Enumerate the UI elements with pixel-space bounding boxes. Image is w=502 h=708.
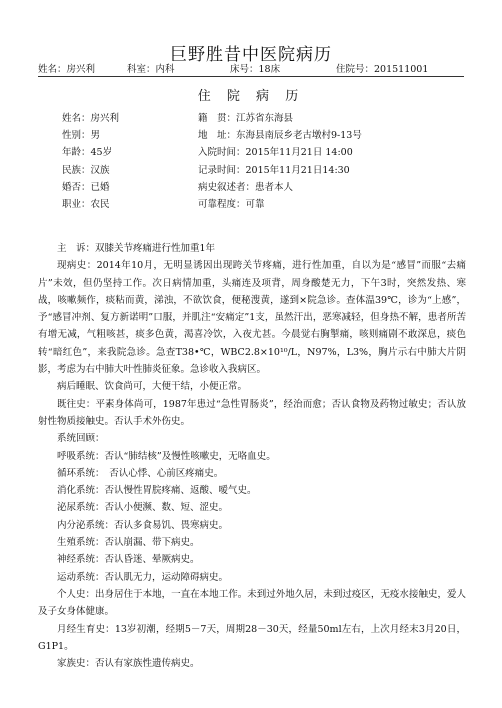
chief-complaint: 主 诉：双膝关节疼痛进行性加重1年 [57, 243, 216, 254]
demo-narrator: 病史叙述者：患者本人 [198, 181, 294, 193]
urinary-system: 泌尿系统：否认小便濒、数、短、涩史。 [57, 502, 229, 514]
present-illness: 现病史：2014年10月，无明显诱因出现跨关节疼痛，进行性加重，自以为是“感冒”而服“去痛片”未效，但仍坚持工作。次日病情加重，头痛连及项背，周身酸楚无力，下午3时，突然发热、寒战，咳嗽频作，痰粘而黄，涕浊，不欲饮食，便秘溲黄，遂到×院急诊。查体温39℃，诊为“上感”，予“感冒冲剂、复方新诺明”口服，并肌注“安痛定”1支，虽然汗出，恶寒减轻，但身热不解，患者所苦有增无减，气粗咳甚，痰多色黄，渴喜冷饮，入夜尤甚。今晨觉右胸掣痛，咳则痛剧不敢深息，痰色转“暗红色”，来我院急诊。急查T38•℃，WBC2.8×10¹⁰/L，N97%，L3%，胸片示右中肺大片阴影，考虑为右中肺大叶性肺炎征象。急诊收入我病区。 [38, 260, 466, 376]
demo-name: 姓名：房兴利 [62, 113, 120, 124]
endocrine-system: 内分泌系统：否认多食易饥、畏寒病史。 [57, 519, 229, 531]
demo-native-place: 籍 贯：江苏省东海县 [198, 113, 294, 124]
demo-record-time: 记录时间：2015年11月21日14:30 [198, 164, 350, 176]
demographics-right [198, 110, 362, 213]
demo-ethnicity: 民族：汉族 [62, 164, 110, 176]
motor-system: 运动系统：否认肌无力，运动障碍病史。 [57, 571, 229, 583]
patient-info-bar [38, 61, 464, 77]
document-title: 住 院 病 历 [197, 89, 305, 104]
bed-field: 床号：18床 [230, 64, 281, 75]
admission-number-field: 住院号：201511001 [336, 64, 429, 75]
respiratory-system: 呼吸系统：否认“肺结核”及慢性咳嗽史，无咯血史。 [57, 450, 276, 462]
sleep-diet: 病后睡眠、饮食尚可，大便干结，小便正常。 [57, 381, 248, 393]
demo-marital: 婚否：已婚 [62, 181, 110, 193]
nervous-system: 神经系统：否认昏迷、晕厥病史。 [57, 554, 200, 566]
hospital-title: 巨野胜昔中医院病历 [170, 45, 332, 65]
medical-record-body [38, 240, 466, 672]
department-field: 科室：内科 [127, 64, 175, 75]
reproductive-system: 生殖系统：否认崩漏、带下病史。 [57, 537, 200, 549]
demo-occupation: 职业：农民 [62, 199, 110, 211]
family-history: 家族史：否认有家族性遗传病史。 [57, 658, 200, 670]
demographics-left [62, 110, 119, 213]
past-history: 既往史：平素身体尚可，1987年患过“急性胃肠炎”，经治而愈；否认食物及药物过敏史；否认放射性物质接触史。否认手术外伤史。 [38, 398, 466, 427]
demo-admission-time: 入院时间：2015年11月21日 14:00 [198, 147, 353, 159]
menstrual-history: 月经生育史：13岁初潮，经期5－7天，周期28－30天，经量50ml左右，上次月经末3月20日，G1P1。 [38, 623, 466, 652]
digestive-system: 消化系统：否认慢性胃脘疼痛、返酸、嗳气史。 [57, 485, 257, 497]
circulatory-system: 循环系统： 否认心悸、心前区疼痛史。 [57, 467, 224, 479]
demo-address: 地 址：东海县南辰乡老古墩村9-13号 [198, 130, 362, 142]
demo-sex: 性别：男 [62, 130, 101, 142]
demo-age: 年龄：45岁 [62, 147, 113, 159]
system-review-title: 系统回顾： [57, 433, 105, 445]
demo-reliability: 可靠程度：可靠 [198, 199, 265, 211]
personal-history: 个人史：出身居住于本地，一直在本地工作。未到过外地久居，未到过疫区，无疫水接触史，爱人及子女身体健康。 [38, 588, 466, 618]
name-field: 姓名：房兴利 [38, 64, 96, 75]
